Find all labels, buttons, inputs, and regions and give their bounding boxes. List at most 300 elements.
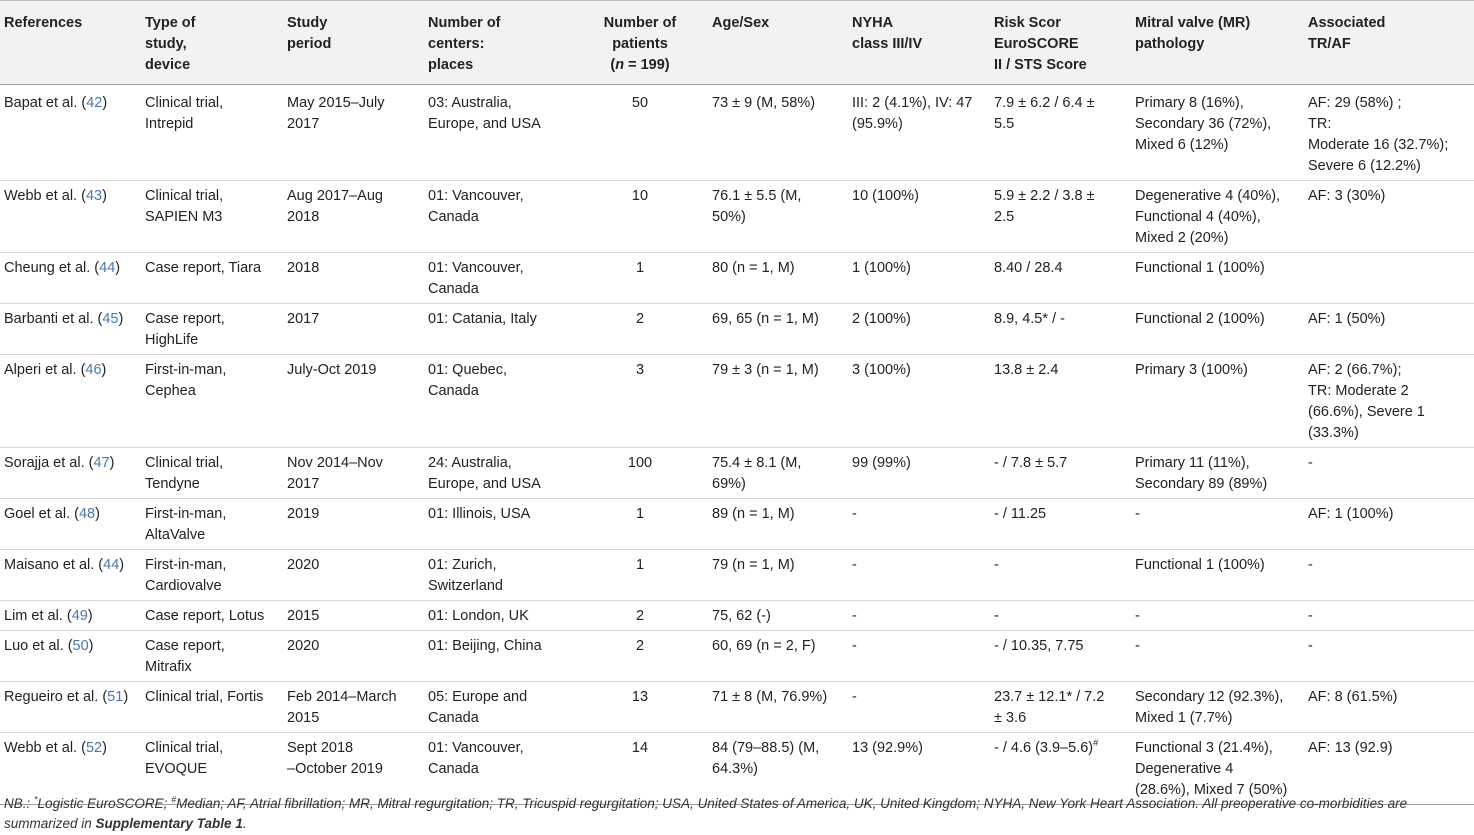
cell-associated: [1304, 682, 1474, 733]
cell-line: 23.7 ± 12.1* / 7.2: [994, 689, 1105, 705]
citation-link[interactable]: 47: [93, 455, 110, 471]
citation-link[interactable]: 42: [86, 95, 103, 111]
cell-type: [141, 355, 283, 448]
cell-patients: 13: [574, 682, 708, 733]
cell-line: 2018: [287, 260, 320, 276]
cell-centers: [424, 304, 574, 355]
supplementary-table-link[interactable]: Supplementary Table 1: [95, 816, 243, 831]
cell-line: EVOQUE: [145, 761, 208, 777]
author: Barbanti et al.: [4, 311, 94, 327]
cell-line: Nov 2014–Nov: [287, 455, 383, 471]
cell-line: -: [1135, 638, 1140, 654]
cell-line: Sept 2018: [287, 740, 354, 756]
cell-associated: [1304, 601, 1474, 631]
cell-line: Primary 11 (11%),: [1135, 455, 1250, 471]
cell-centers: [424, 601, 574, 631]
cell-risk-score: [990, 355, 1131, 448]
cell-risk-score: [990, 448, 1131, 499]
cell-reference: Luo et al. (50): [0, 631, 141, 682]
cell-line: 71 ± 8 (M, 76.9%): [712, 689, 828, 705]
header-line: Risk Scor: [994, 15, 1061, 31]
cell-type: [141, 253, 283, 304]
cell-age-sex: [708, 631, 848, 682]
cell-line: Canada: [428, 281, 479, 297]
author: Sorajja et al.: [4, 455, 85, 471]
cell-line: AF: 29 (58%) ;: [1308, 95, 1402, 111]
cell-patients: 1: [574, 253, 708, 304]
cell-line: Clinical trial,: [145, 740, 224, 756]
cell-line: 01: London, UK: [428, 608, 529, 624]
cell-line: Clinical trial,: [145, 455, 224, 471]
cell-line: -: [852, 638, 857, 654]
author: Bapat et al.: [4, 95, 78, 111]
cell-line: SAPIEN M3: [145, 209, 223, 225]
cell-line: HighLife: [145, 332, 199, 348]
cell-age-sex: [708, 448, 848, 499]
table-row: [0, 448, 1474, 499]
cell-line: Clinical trial, Fortis: [145, 689, 264, 705]
cell-line: 2020: [287, 557, 320, 573]
header-line: pathology: [1135, 36, 1205, 52]
cell-line: (66.6%), Severe 1: [1308, 404, 1425, 420]
cell-line: 69%): [712, 476, 746, 492]
cell-line: 50%): [712, 209, 746, 225]
header-age-sex: [708, 1, 848, 85]
cell-period: [283, 682, 424, 733]
cell-line: 60, 69 (n = 2, F): [712, 638, 816, 654]
cell-line: 1 (100%): [852, 260, 911, 276]
cell-line: III: 2 (4.1%), IV: 47: [852, 95, 973, 111]
table-row: [0, 601, 1474, 631]
header-line: period: [287, 36, 332, 52]
cell-line: AF: 1 (100%): [1308, 506, 1394, 522]
cell-line: 84 (79–88.5) (M,: [712, 740, 820, 756]
cell-age-sex: [708, 181, 848, 253]
cell-risk-score: [990, 304, 1131, 355]
cell-line: AF: 1 (50%): [1308, 311, 1386, 327]
footnote-part2: Median; AF, Atrial fibrillation; MR, Mitral regurgitation; TR, Tricuspid regurgitation; USA, United States of America, UK, United Kingdom; NYHA, New York Heart Association. All preoperative co-morbidities are summarized in: [4, 796, 1408, 831]
cell-line: 01: Vancouver,: [428, 188, 524, 204]
author: Alperi et al.: [4, 362, 77, 378]
cell-line: 8.9, 4.5* / -: [994, 311, 1065, 327]
cell-line: Europe, and USA: [428, 476, 541, 492]
citation-link[interactable]: 50: [72, 638, 89, 654]
cell-age-sex: [708, 355, 848, 448]
cell-line: 01: Vancouver,: [428, 260, 524, 276]
cell-age-sex: [708, 682, 848, 733]
cell-mitral: [1131, 253, 1304, 304]
cell-type: [141, 631, 283, 682]
citation-link[interactable]: 44: [103, 557, 120, 573]
header-line: Type of: [145, 15, 196, 31]
cell-type: [141, 550, 283, 601]
cell-type: [141, 601, 283, 631]
cell-period: [283, 499, 424, 550]
cell-mitral: [1131, 85, 1304, 181]
cell-associated: [1304, 448, 1474, 499]
cell-nyha: [848, 355, 990, 448]
cell-associated: [1304, 631, 1474, 682]
cell-risk-score: [990, 631, 1131, 682]
cell-line: 13 (92.9%): [852, 740, 923, 756]
cell-line: Degenerative 4: [1135, 761, 1234, 777]
header-line: Study: [287, 15, 328, 31]
author: Maisano et al.: [4, 557, 95, 573]
table-row: [0, 550, 1474, 601]
cell-age-sex: [708, 601, 848, 631]
cell-line: Case report, Tiara: [145, 260, 262, 276]
header-line: Age/Sex: [712, 15, 770, 31]
cell-associated: [1304, 253, 1474, 304]
cell-line: Severe 6 (12.2%): [1308, 158, 1421, 174]
cell-line: Aug 2017–Aug: [287, 188, 383, 204]
cell-patients: 1: [574, 499, 708, 550]
cell-line: 79 ± 3 (n = 1, M): [712, 362, 819, 378]
cell-line: 2015: [287, 710, 320, 726]
cell-line: 2 (100%): [852, 311, 911, 327]
cell-type: [141, 85, 283, 181]
header-line: class III/IV: [852, 36, 923, 52]
header-type: [141, 1, 283, 85]
cell-line: -: [1308, 638, 1313, 654]
cell-type: [141, 448, 283, 499]
cell-line: First-in-man,: [145, 506, 227, 522]
cell-line: 75, 62 (-): [712, 608, 771, 624]
cell-mitral: [1131, 601, 1304, 631]
cell-reference: Webb et al. (52): [0, 733, 141, 805]
cell-line: 10 (100%): [852, 188, 919, 204]
cell-age-sex: [708, 304, 848, 355]
cell-patients: 2: [574, 601, 708, 631]
cell-line: 73 ± 9 (M, 58%): [712, 95, 816, 111]
cell-line: Functional 4 (40%),: [1135, 209, 1261, 225]
footnote-end: .: [242, 816, 247, 831]
cell-line: Case report, Lotus: [145, 608, 265, 624]
author: Goel et al.: [4, 506, 71, 522]
table-row: [0, 682, 1474, 733]
cell-line: Tendyne: [145, 476, 200, 492]
cell-nyha: [848, 181, 990, 253]
cell-line: Mixed 2 (20%): [1135, 230, 1229, 246]
table-row: [0, 253, 1474, 304]
header-line: study,: [145, 36, 187, 52]
cell-line: 2015: [287, 608, 320, 624]
header-line: TR/AF: [1308, 36, 1351, 52]
cell-type: [141, 181, 283, 253]
cell-reference: Maisano et al. (44): [0, 550, 141, 601]
cell-line: -: [852, 506, 857, 522]
header-mitral-pathology: [1131, 1, 1304, 85]
cell-period: [283, 631, 424, 682]
cell-period: [283, 355, 424, 448]
cell-line: Case report,: [145, 311, 225, 327]
cell-associated: [1304, 181, 1474, 253]
cell-nyha: [848, 601, 990, 631]
header-line: centers:: [428, 36, 485, 52]
cell-line: 8.40 / 28.4: [994, 260, 1063, 276]
cell-reference: Barbanti et al. (45): [0, 304, 141, 355]
citation-link[interactable]: 43: [85, 188, 103, 204]
cell-associated: [1304, 550, 1474, 601]
cell-line: 05: Europe and: [428, 689, 528, 705]
cell-reference: Goel et al. (48): [0, 499, 141, 550]
cell-period: [283, 181, 424, 253]
cell-type: [141, 682, 283, 733]
cell-line: 01: Vancouver,: [428, 740, 524, 756]
cell-line: 79 (n = 1, M): [712, 557, 795, 573]
cell-risk-score: [990, 601, 1131, 631]
cell-mitral: [1131, 448, 1304, 499]
cell-line: Clinical trial,: [145, 95, 224, 111]
header-line: NYHA: [852, 15, 894, 31]
cell-patients: 50: [574, 85, 708, 181]
header-risk-score: [990, 1, 1131, 85]
cell-line: TR: Moderate 2: [1308, 383, 1409, 399]
cell-line: 2017: [287, 311, 320, 327]
cell-line: 01: Illinois, USA: [428, 506, 531, 522]
cell-line: Mixed 1 (7.7%): [1135, 710, 1233, 726]
cell-mitral: [1131, 550, 1304, 601]
cell-line: -: [994, 557, 999, 573]
citation-link[interactable]: 44: [99, 260, 116, 276]
cell-patients: 3: [574, 355, 708, 448]
cell-mitral: [1131, 499, 1304, 550]
header-line: Number of: [603, 15, 677, 31]
cell-associated: [1304, 499, 1474, 550]
cell-mitral: [1131, 181, 1304, 253]
table-row: [0, 181, 1474, 253]
cell-line: 3 (100%): [852, 362, 911, 378]
header-line: device: [145, 57, 191, 73]
cell-line: -: [994, 608, 999, 624]
cell-centers: [424, 85, 574, 181]
citation-link[interactable]: 46: [85, 362, 102, 378]
cell-associated: [1304, 85, 1474, 181]
cell-line: (95.9%): [852, 116, 903, 132]
cell-line: Mitrafix: [145, 659, 192, 675]
cell-line: 13.8 ± 2.4: [994, 362, 1059, 378]
cell-nyha: [848, 85, 990, 181]
table-row: [0, 499, 1474, 550]
cell-associated: [1304, 355, 1474, 448]
cell-line: Cardiovalve: [145, 578, 222, 594]
cell-line: Cephea: [145, 383, 196, 399]
cell-line: - / 10.35, 7.75: [994, 638, 1084, 654]
cell-line: Feb 2014–March: [287, 689, 397, 705]
table-row: [0, 85, 1474, 181]
cell-period: [283, 550, 424, 601]
cell-line: 2017: [287, 476, 320, 492]
header-patients: [574, 1, 708, 85]
cell-line: Mixed 6 (12%): [1135, 137, 1229, 153]
cell-reference: Lim et al. (49): [0, 601, 141, 631]
cell-mitral: [1131, 631, 1304, 682]
footnote-star: *: [34, 794, 38, 805]
table-row: [0, 631, 1474, 682]
cell-line: -: [852, 557, 857, 573]
cell-centers: [424, 682, 574, 733]
cell-patients: 1: [574, 550, 708, 601]
cell-line: Degenerative 4 (40%),: [1135, 188, 1281, 204]
cell-centers: [424, 631, 574, 682]
cell-centers: [424, 253, 574, 304]
cell-mitral: [1131, 304, 1304, 355]
cell-nyha: [848, 304, 990, 355]
cell-line: -: [852, 608, 857, 624]
cell-line: Canada: [428, 710, 479, 726]
cell-line: AF: 2 (66.7%);: [1308, 362, 1402, 378]
cell-age-sex: [708, 253, 848, 304]
author: Lim et al.: [4, 608, 63, 624]
author: Luo et al.: [4, 638, 64, 654]
cell-line: Europe, and USA: [428, 116, 541, 132]
citation-link[interactable]: 45: [102, 311, 119, 327]
cell-associated: [1304, 304, 1474, 355]
cell-line: 2020: [287, 638, 320, 654]
cell-risk-score: [990, 85, 1131, 181]
cell-line: Secondary 89 (89%): [1135, 476, 1268, 492]
cell-period: [283, 85, 424, 181]
cell-line: -: [852, 689, 857, 705]
cell-line: TR:: [1308, 116, 1332, 132]
header-references: [0, 1, 141, 85]
citation-link[interactable]: 52: [85, 740, 103, 756]
header-associated: [1304, 1, 1474, 85]
cell-patients: 10: [574, 181, 708, 253]
cell-line: 24: Australia,: [428, 455, 512, 471]
cell-line: Canada: [428, 761, 479, 777]
cell-line: -: [1308, 455, 1313, 471]
cell-period: [283, 253, 424, 304]
author: Cheung et al.: [4, 260, 91, 276]
cell-line: Switzerland: [428, 578, 503, 594]
cell-patients: 2: [574, 631, 708, 682]
table-body: [0, 85, 1474, 805]
cell-line: Functional 2 (100%): [1135, 311, 1265, 327]
cell-nyha: [848, 499, 990, 550]
cell-risk-score: [990, 499, 1131, 550]
author: Regueiro et al.: [4, 689, 99, 705]
cell-line: (33.3%): [1308, 425, 1359, 441]
header-line: Mitral valve (MR): [1135, 15, 1251, 31]
cell-patients: 14: [574, 733, 708, 805]
header-line: patients: [612, 36, 668, 52]
cell-line: 5.5: [994, 116, 1015, 132]
cell-nyha: [848, 682, 990, 733]
cell-reference: Sorajja et al. (47): [0, 448, 141, 499]
cell-age-sex: [708, 85, 848, 181]
cell-line: Canada: [428, 209, 479, 225]
cell-line: - / 11.25: [994, 506, 1047, 522]
cell-line: Primary 8 (16%),: [1135, 95, 1244, 111]
cell-nyha: [848, 253, 990, 304]
cell-period: [283, 601, 424, 631]
header-line: (n = 199): [610, 57, 670, 73]
cell-line: Functional 3 (21.4%),: [1135, 740, 1273, 756]
cell-mitral: [1131, 682, 1304, 733]
cell-nyha: [848, 550, 990, 601]
cell-line: 03: Australia,: [428, 95, 512, 111]
cell-line: July-Oct 2019: [287, 362, 377, 378]
header-line: Associated: [1308, 15, 1386, 31]
cell-reference: Alperi et al. (46): [0, 355, 141, 448]
cell-nyha: [848, 448, 990, 499]
cell-line: First-in-man,: [145, 362, 227, 378]
header-period: [283, 1, 424, 85]
cell-line: -: [1308, 557, 1313, 573]
cell-line: 76.1 ± 5.5 (M,: [712, 188, 802, 204]
header-centers: [424, 1, 574, 85]
table-row: [0, 304, 1474, 355]
cell-reference: Bapat et al. (42): [0, 85, 141, 181]
cell-type: [141, 304, 283, 355]
header-line: EuroSCORE: [994, 36, 1079, 52]
cell-line: AF: 13 (92.9): [1308, 740, 1393, 756]
cell-line: 2018: [287, 209, 320, 225]
cell-line: 01: Catania, Italy: [428, 311, 537, 327]
cell-line: 2017: [287, 116, 320, 132]
cell-centers: [424, 499, 574, 550]
cell-line: 99 (99%): [852, 455, 911, 471]
citation-link[interactable]: 51: [107, 689, 124, 705]
cell-risk-score: [990, 682, 1131, 733]
cell-line: AF: 8 (61.5%): [1308, 689, 1398, 705]
cell-centers: [424, 448, 574, 499]
cell-line: Primary 3 (100%): [1135, 362, 1248, 378]
cell-age-sex: [708, 499, 848, 550]
cell-line: 01: Beijing, China: [428, 638, 542, 654]
cell-age-sex: [708, 550, 848, 601]
footnote-part1: Logistic EuroSCORE;: [37, 796, 172, 811]
cell-period: [283, 448, 424, 499]
cell-line: ± 3.6: [994, 710, 1027, 726]
cell-centers: [424, 181, 574, 253]
citation-link[interactable]: 49: [71, 608, 88, 624]
cell-line: (28.6%), Mixed 7 (50%): [1135, 782, 1288, 798]
cell-mitral: [1131, 355, 1304, 448]
cell-line: 01: Quebec,: [428, 362, 507, 378]
citation-link[interactable]: 48: [78, 506, 96, 522]
cell-line: Secondary 12 (92.3%),: [1135, 689, 1284, 705]
cell-line: Moderate 16 (32.7%);: [1308, 137, 1449, 153]
cell-line: 7.9 ± 6.2 / 6.4 ±: [994, 95, 1095, 111]
author: Webb et al.: [4, 740, 78, 756]
cell-reference: Cheung et al. (44): [0, 253, 141, 304]
cell-line: 2019: [287, 506, 320, 522]
footnote: [4, 794, 1464, 834]
cell-line: 01: Zurich,: [428, 557, 497, 573]
cell-period: [283, 304, 424, 355]
cell-type: [141, 499, 283, 550]
header-line: Number of: [428, 15, 501, 31]
cell-line: –October 2019: [287, 761, 383, 777]
median-mark: #: [1093, 738, 1099, 749]
cell-line: -: [1308, 608, 1313, 624]
cell-line: Secondary 36 (72%),: [1135, 116, 1272, 132]
header-line: places: [428, 57, 474, 73]
cell-line: 5.9 ± 2.2 / 3.8 ±: [994, 188, 1095, 204]
cell-line: - / 4.6 (3.9–5.6): [994, 740, 1094, 756]
cell-line: May 2015–July: [287, 95, 385, 111]
footnote-hash: #: [171, 794, 177, 805]
cell-patients: 2: [574, 304, 708, 355]
cell-line: 69, 65 (n = 1, M): [712, 311, 819, 327]
cell-nyha: [848, 631, 990, 682]
cell-reference: Webb et al. (43): [0, 181, 141, 253]
cell-line: Intrepid: [145, 116, 194, 132]
cell-line: 75.4 ± 8.1 (M,: [712, 455, 802, 471]
cell-patients: 100: [574, 448, 708, 499]
